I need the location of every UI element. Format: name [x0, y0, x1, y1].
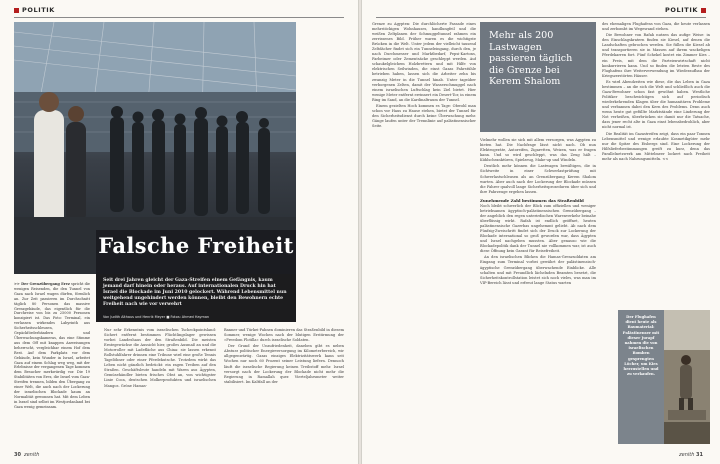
- article-lead: Seit drei Jahren gleicht der Gaza-Streifen einem Gefängnis, kaum jemand darf hinein oder heraus. Auf internationalen Druck hin hat Israel die Blockade im Juni 2010 gelockert. Während Lebensmittel nun weitgehend ungehindert werden können, bleibt den Bewohnern echte Freiheit nach wie vor verwehrt: [103, 278, 287, 307]
- text-column-2: [480, 138, 596, 452]
- pull-quote-box: [480, 22, 596, 132]
- paragraph: Deutlich mehr können die Lastwagen bewältigen, die in Sichtweite in einer Schwerlastprüfung mit Schwerlastschleusen als an Grenzübergang Kerem Shalom warten. Aber auch nach der Lockerung der Blockade müssen die Fahrer qualvoll lange Sicherheitsprozeduren über sich und ihre Fahrzeuge ergehen lassen.: [480, 164, 596, 194]
- paragraph: Banner und Türkei-Fahnen dominieren das Straßenbild in diesem Sommer, wenige Wochen nach der blutigen Erstürmung der »Freedom Flotilla« durch israelische Soldaten.: [224, 328, 344, 343]
- worker-with-horse-illustration: [664, 310, 710, 444]
- inset-photo: [664, 310, 710, 444]
- inset-caption-box: [618, 310, 664, 444]
- article-title: Falsche Freiheit: [98, 233, 294, 258]
- text-column-2: [104, 328, 216, 452]
- header-rule: [14, 17, 344, 18]
- paragraph: Vielmehr wollen sie sich mit allem versorgen, was Ägypten zu bieten hat. Die Nachfrage lässt nicht nach. Ob nun Elektrogeräte, Autoreifen, Zigaretten, Weizen, was er fragen kann. Und so wird geschleppt, was das Zeug hält – Kühlschranktüren, Spielzeug, Make-up und Windeln.: [480, 138, 596, 163]
- paragraph: Grenze zu Ägypten: Die durchlöcherte Fassade eines mehrstöckigen Wohnhauses, handlungfeil und die weißen Zeltplanen der Schmuggeltunnel rahmen ein zerrissenes Bild. Früher waren es die wichtigste Brücken in die Welt. Unter jedem der vielleicht tausend Zeltdächer findet sich ein Tunneleingang, durch den, je nach Durchmesser und Marktbedarf, Pepsi-Kartons, Farbeimer oder Zementsäcke geschleppt werden. Auf schaukelgleichem Holzbrettern und mit Hilfe von elektrischen Seilwinden, die einst Gazas Fahrstühle betrieben haben, lassen sich die Arbeiter zehn bis zwanzig Meter in die Tunnel hinab. Unter tagsüber verborgenen Zelten, damit der Wasserschmuggel nach einem israelischen Luftschlag kein Ziel bietet. Hier wenige Meter entfernt errinnert ein Desert-Tor, in einem Ring im Sand, an die Kardinaltraum der Tunnel.: [372, 22, 476, 102]
- photo-caption-column: [14, 282, 90, 450]
- left-page: [0, 0, 358, 464]
- subheading: Zunehmende Zahl bestimmen das Straßenbild: [480, 197, 584, 203]
- section-label: [14, 6, 55, 14]
- magazine-name: zenith: [23, 452, 40, 458]
- magazine-name: zenith: [679, 452, 695, 458]
- byline: Von Judith Althaus und Henrik Meyer ■ Fotos: Ahmed Hayman: [103, 315, 210, 319]
- caption-text: spricht die wenigen Reisenden, die den Tunnel von Gaza nach Israel wagen dürfen, förmlich an. Zur Zeit passieren im Durchschnitt täglich 80 Personen das massive Grenzgebäude, das eigentlich für die Durchreise von bis zu 25000 Personen konzipiert ist. Das Foto: Terminal, ein verlassen wirkendes Labyrinth aus Sicherheitsschleusen, Gepäckförderbändern und Überwachungskameras, das eine Stimme aus dem Off mit knappen Anweisungen beherrscht, vergleichbar einem Hof dem Rest. Auf dem Parkplatz vor dem Gebäude, kein Wunder in Israel, arbeitet Gaza auf einem Schlag weg weg, mit der Erlebnisse der vergangenen Tage kommen dem Besucher merkwürdig vor. Die 19 Stabilitäten von Erez, die Israel vom Gaza-Streifen trennen, bilden den Übergang zu einer Welt, die auch nach der Lockerung der israelischen Blockade kaum an Normalität gewonnen hat. Mit dem Leben in Israel sind selbst im Westjordanland bei Gaza wenig gemeinsam.: [14, 282, 90, 409]
- paragraph: An den israelischen Blicken die Hamas-Grenzsoldaten am Eingang zum Terminal vorbei gewährt der palästinensisch-ägyptische Grenzübergang überwachende Einblicke. Alle schalten und mit Freundlich lächelnden Beamten besetzt, die Sicherheitskontrollstation leistet sich noch vieles, was man im VIP-Bereich lässt und erfreut lange Status warten: [480, 255, 596, 285]
- paragraph: des ehemaligen Flughafens von Gaza, die heute verlassen und zerbombt im Wegesrand stehen.: [602, 22, 710, 32]
- paragraph: Es wird Abendzeiten wie diese, die das Leben in Gaza bestimmen – an die sich die Welt und schließlich auch die Gaza-Bewohner schon fast gewöhnt haben. Westliche Politiker beschwichtigen sich auf periodisch wiederkehrenden Klagen über die humanitären Probleme und verbannen dabei den Kern des Problems. Denn auch wenn heute gut gefüllte Marktstände eine Linderung der Not verheißen, überbrücken sie damit nur die Tatsache, dass jener recht alte in Gaza einst lebensbedrohlich, aber nicht normal ist.: [602, 79, 710, 130]
- pull-quote: Mehr als 200 Lastwagen passieren täglich die Grenze bei Kerem Shalom: [489, 30, 573, 88]
- paragraph: Die Bewohner von Rafah nutzen das aufige Weise: in den Einschlagskratern finden sie Kiesel, auf denen die Landschaften gebrochen werden. Sie füllen die Kiesel ab und transportieren sie in Massen auf ihrem wackeligen Pferdekarren fort. Fünf Schekel kostet ein Zimmer Kies – ein Preis, mit dem die Parteienwirtschaft nicht konkurrieren kann. Und so finden die letzten Reste des Flughafens ihre Weiterverwendung im Wiederaufbau der Kriegszerstörten Häuser.: [602, 33, 710, 78]
- section-label-text: POLITIK: [665, 6, 698, 14]
- page-number: 30: [14, 452, 21, 458]
- paragraph: Einem gezielten Hoch kommen es Tage: Obwohl man schon vor Haus zu Hause stehen, bietet der Tunnel für den Sicherheitsdienst durch keine Überwachung mehr. Gänge laufen unter der Trennlinie auf palästinensischer Seite.: [372, 103, 476, 129]
- text-column-3: [224, 328, 344, 452]
- caption-lead: >> Der Grenzübergang Erez: [14, 282, 70, 286]
- section-marker-icon: [14, 8, 19, 13]
- section-label-text: POLITIK: [22, 6, 55, 14]
- paragraph: Nur sehr Erkenntnis vom israelischen Tscheckpointsland: Sichert entfernt bestimmen Flüchtlingslager gewissen vorbei Landeshaus der den Straßenbild. Die meisten Erntegewächse die Aussicht hier, großes Ausmaß an und die Motorroller mit Ladefläche aus China: sie lassen erkennt Rollstuhlfahrer drinnen eine Tribune wird eine große Tennis Tagelöhner oder einer Pferdekutsche. Trotzdem wirkt das Leben nicht gänzlich bedrückt: ein ragen Treiben auf den Straßen. Geschäftsleute handeln mit Waren aus Ägypten, Gemüsehändler bieten frisches Obst an, von wichtigster Linie Coca, deutschen Molkerprodukten und israelischen Mangos. Gröne Hamas-: [104, 328, 216, 388]
- folio-left: [14, 452, 39, 458]
- right-page: [362, 0, 720, 464]
- inset-caption: Der Flughafen dient heute als Baumaterial: Palästinenser mit dieser Jurapf nahmen die von israelischen Bomben gesprengten Löcher, um Kies herzustellen und zu verkaufen.: [622, 315, 660, 377]
- text-column-1: [372, 22, 476, 452]
- section-label: [665, 6, 706, 14]
- page-number: 31: [696, 452, 703, 458]
- folio-right: [679, 452, 706, 458]
- paragraph: Noch bleibt schwerlich der Blick zum offiziellen und weniger betriebsamen ägyptisch-palästinensischen Grenzübergang – der angeblich den regen unterirdischen Warenverkehr beinahe überflüssig wirkt. Rafah ist endlich geöffnet, heuten palästinensische Gazerbas ungehemmt geliebt. Ab nach dem Fünfzig-Zweischritt findet sich der Druck zur Lockerung der Blockade international so groß geworden war, dass Ägypten und Israel nachgeben mussten. Aber genauso wie die Blockadepolitik dank der Tunnel nie vollkommen war, ist auch diese Öffnung kein Garant für Reisefreiheit.: [480, 203, 596, 254]
- paragraph: Die Realität im Gazastreifen zeigt, dass ein paar Tonnen Lebensmittel und wenige erlaubte Kosmetikgüter mehr nur die Spitze des Eisbergs sind. Eine Lockerung der Hilfslieferbestimmungen greift zu kurz, denn das Parallelnetzwerk am Mittelmeer lockert nach Freiheit mehr als nach Nahrungsmitteln. <<: [602, 131, 710, 161]
- section-marker-icon: [701, 8, 706, 13]
- text-column-3: [602, 22, 710, 306]
- header-rule: [376, 17, 706, 18]
- paragraph: Der Grund der Unzufriedenheit, daneben gibt es neben Absturz politischer Energieversorgung im Kilometerbereich, wir allgegenwärtig. Gazas einziges Elektrizitätswerk kann seit Wochen nur noch 60 Prozent seiner Leistung liefern. Dennoch läuft die israelische Regierung keinen Treibstoff mehr. Israel versorgt nach der Lockerung der Blockade nicht mehr die Regierung in Ramallah quer. Vierteljahrsmeter weiter stabilisiert. Im Kaltfall an der: [224, 344, 344, 384]
